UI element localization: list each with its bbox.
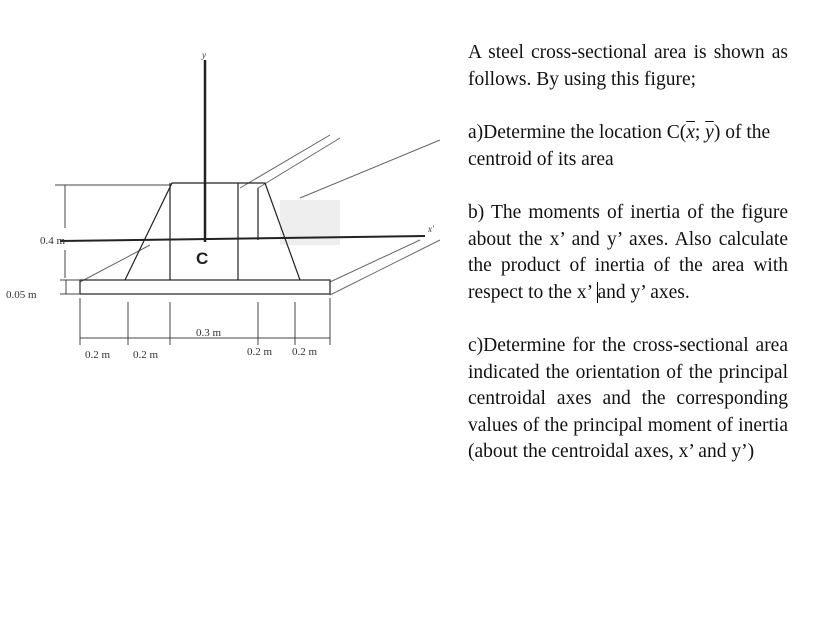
part-b-text: b) The moments of inertia of the figure about the x’ and y’ axes. Also calculate the product of inertia of the area with respect to the x’ (468, 202, 788, 303)
dim-label-w2: 0.2 m (133, 349, 159, 361)
dim-label-wmid: 0.3 m (196, 327, 222, 339)
part-a-prefix: a)Determine the location C( (468, 122, 687, 143)
dim-04 (55, 185, 170, 278)
dim-label-w4: 0.2 m (292, 346, 318, 358)
problem-part-c: c)Determine for the cross-sectional area indicated the orientation of the principal centroidal axes and the corresponding values of the principal moment of inertia (about the centroidal axes, x’ and y’) (468, 335, 788, 462)
steel-cross-section-figure (0, 40, 450, 380)
x-axis-label: x' (428, 224, 434, 234)
centroid-label: C (196, 249, 209, 268)
y-bar: $\overline{y}$ (705, 122, 714, 143)
part-b-text-end: and y’ axes. (597, 281, 690, 303)
problem-text (468, 40, 788, 493)
part-a-suffix: ) of the centroid of its area (468, 122, 771, 170)
problem-part-a (468, 120, 788, 173)
dim-label-04: 0.4 m (40, 235, 66, 247)
dim-label-w1: 0.2 m (85, 349, 111, 361)
problem-part-b (468, 200, 788, 306)
extrusion-lines (80, 135, 440, 295)
dim-label-005: 0.05 m (6, 289, 37, 301)
y-axis-label: y (202, 50, 206, 60)
part-a-sep: ; (694, 122, 706, 143)
x-axis (60, 236, 425, 241)
dim-005 (60, 280, 80, 294)
dim-label-w3: 0.2 m (247, 346, 273, 358)
problem-intro: A steel cross-sectional area is shown as follows. By using this figure; (468, 42, 788, 90)
x-bar: $\overline{x}$ (686, 122, 695, 143)
